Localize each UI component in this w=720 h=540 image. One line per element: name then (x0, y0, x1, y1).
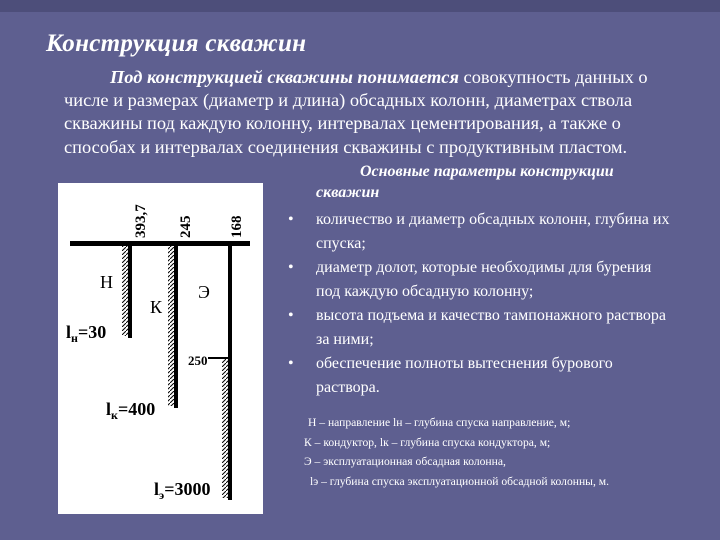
direction-cement (122, 246, 128, 336)
label-production: Э (198, 282, 210, 302)
well-construction-diagram (58, 183, 263, 514)
slide-title: Конструкция скважин (46, 30, 307, 57)
conductor-cement (168, 246, 174, 406)
list-item: • количество и диаметр обсадных колонн, глубина их спуска; (316, 208, 676, 256)
depth-direction: $l_н=30$ (66, 322, 107, 345)
params-list (288, 208, 676, 400)
params-heading-line1: Основные параметры конструкции (360, 163, 614, 180)
depth-production: $l_э=3000$ (154, 479, 211, 502)
direction-casing (128, 246, 132, 338)
params-heading (316, 161, 676, 203)
legend-line: lэ – глубина спуска эксплуатационной обсадной колонны, м. (310, 474, 609, 488)
label-conductor: К (150, 297, 163, 317)
conductor-casing (174, 246, 178, 408)
list-item: • высота подъема и качество тампонажного раствора за ними; (316, 304, 676, 352)
label-cement-top: 250 (188, 353, 208, 368)
top-border (0, 0, 720, 12)
list-item: • обеспечение полноты вытеснения бурового раствора. (316, 352, 676, 400)
bullet-icon: • (288, 211, 294, 228)
intro-lead: Под конструкцией скважины понимается (110, 67, 459, 87)
bullet-icon: • (288, 259, 294, 276)
diameter-label-3: 168 (229, 215, 245, 238)
intro-rest: совокупность данных о числе и размерах (диаметр и длина) обсадных колонн, диаметрах ствола скважины под каждую колонну, интервалах цементирования, а также о способах и интервалах соединения скважины с продуктивным пластом. (64, 67, 648, 157)
production-casing (228, 246, 232, 500)
bullet-icon: • (288, 307, 294, 324)
params-heading-line2: скважин (316, 184, 380, 201)
list-item: • диаметр долот, которые необходимы для бурения под каждую обсадную колонну; (316, 256, 676, 304)
legend-line: Н – направление lн – глубина спуска направление, м; (308, 416, 571, 429)
wellhead-line (70, 241, 250, 246)
bullet-icon: • (288, 355, 294, 372)
intro-paragraph (64, 66, 694, 159)
legend (304, 413, 714, 491)
diameter-label-2: 245 (178, 215, 194, 238)
legend-line: К – кондуктор, lк – глубина спуска кондуктора, м; (304, 435, 551, 449)
diameter-label-1: 393,7 (133, 204, 149, 238)
production-cement (222, 358, 228, 498)
legend-line: Э – эксплуатационная обсадная колонна, (304, 455, 506, 469)
depth-conductor: $l_к=400$ (106, 399, 156, 422)
label-direction: Н (100, 272, 113, 292)
